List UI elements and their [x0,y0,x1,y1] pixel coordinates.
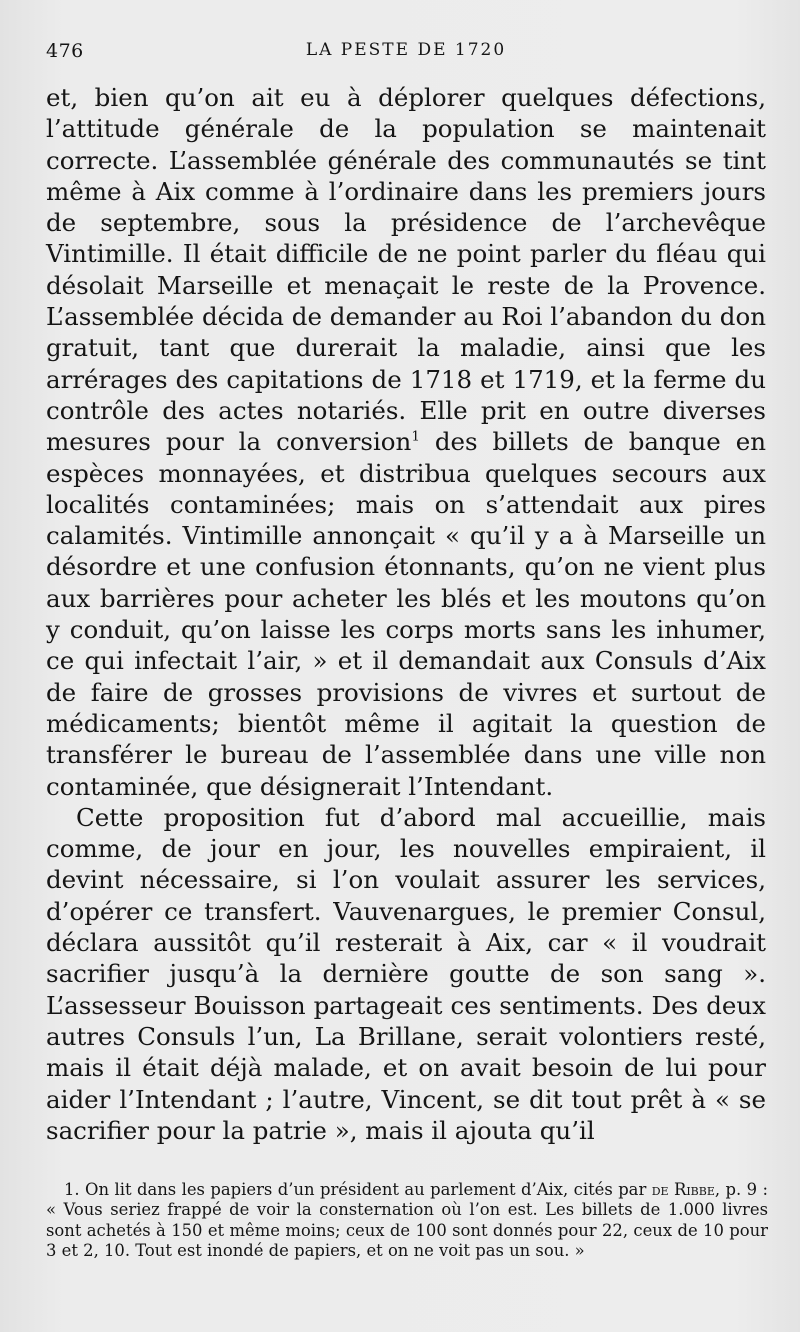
footnote-reference: 1 [411,428,420,445]
paragraph-1-text-b: des billets de banque en espèces monnayées, et distribua quelques secours aux localités contaminées; mais on s’attendait aux pires calamités. Vintimille annonçait « qu’il y a à Marseille un désordre et une confusion étonnants, qu’on ne vient plus aux barrières pour acheter les blés et les moutons qu’on y conduit, qu’on laisse les corps morts sans les inhumer, ce qui infectait l’air, » et il demandait aux Consuls d’Aix de faire de grosses provisions de vivres et surtout de médicaments; bientôt même il agitait la question de transférer le bureau de l’assemblée dans une ville non contaminée, que désignerait l’Intendant. [46,427,767,801]
page-number: 476 [46,40,84,62]
paragraph-1 [46,82,766,802]
page-header [46,40,766,70]
running-title: LA PESTE DE 1720 [305,40,507,60]
footnote-number: 1. [64,1180,80,1199]
body-text [46,82,766,1146]
footnote-text-a: On lit dans les papiers d’un président au parlement d’Aix, cités par [79,1180,652,1199]
footnote [46,1180,768,1262]
paragraph-2: Cette proposition fut d’abord mal accueillie, mais comme, de jour en jour, les nouvelles empiraient, il devint nécessaire, si l’on voulait assurer les services, d’opérer ce transfert. Vauvenargues, le premier Consul, déclara aussitôt qu’il resterait à Aix, car « il voudrait sacrifier jusqu’à la dernière goutte de son sang ». L’assesseur Bouisson partageait ces sentiments. Des deux autres Consuls l’un, La Brillane, serait volontiers resté, mais il était déjà malade, et on avait besoin de lui pour aider l’Intendant ; l’autre, Vincent, se dit tout prêt à « se sacrifier pour la patrie », mais il ajouta qu’il [46,802,766,1145]
paragraph-1-text-a: et, bien qu’on ait eu à déplorer quelques défections, l’attitude générale de la population se maintenait correcte. L’assemblée générale des communautés se tint même à Aix comme à l’ordinaire dans les premiers jours de septembre, sous la présidence de l’archevêque Vintimille. Il était difficile de ne point parler du fléau qui désolait Marseille et menaçait le reste de la Provence. L’assemblée décida de demander au Roi l’abandon du don gratuit, tant que durerait la maladie, ainsi que les arrérages des capitations de 1718 et 1719, et la ferme du contrôle des actes notariés. Elle prit en outre diverses mesures pour la conversion [46,83,766,457]
footnote-text-b: , p. 9 : « Vous seriez frappé de voir la consternation où l’on est. Les billets de 1.000 livres sont achetés à 150 et même moins; ceux de 100 sont donnés pour 22, ceux de 10 pour 3 et 2, 10. Tout est inondé de papiers, et on ne voit pas un sou. » [46,1180,768,1261]
footnote-author: de Ribbe [651,1180,715,1199]
footnote-1 [46,1180,768,1262]
